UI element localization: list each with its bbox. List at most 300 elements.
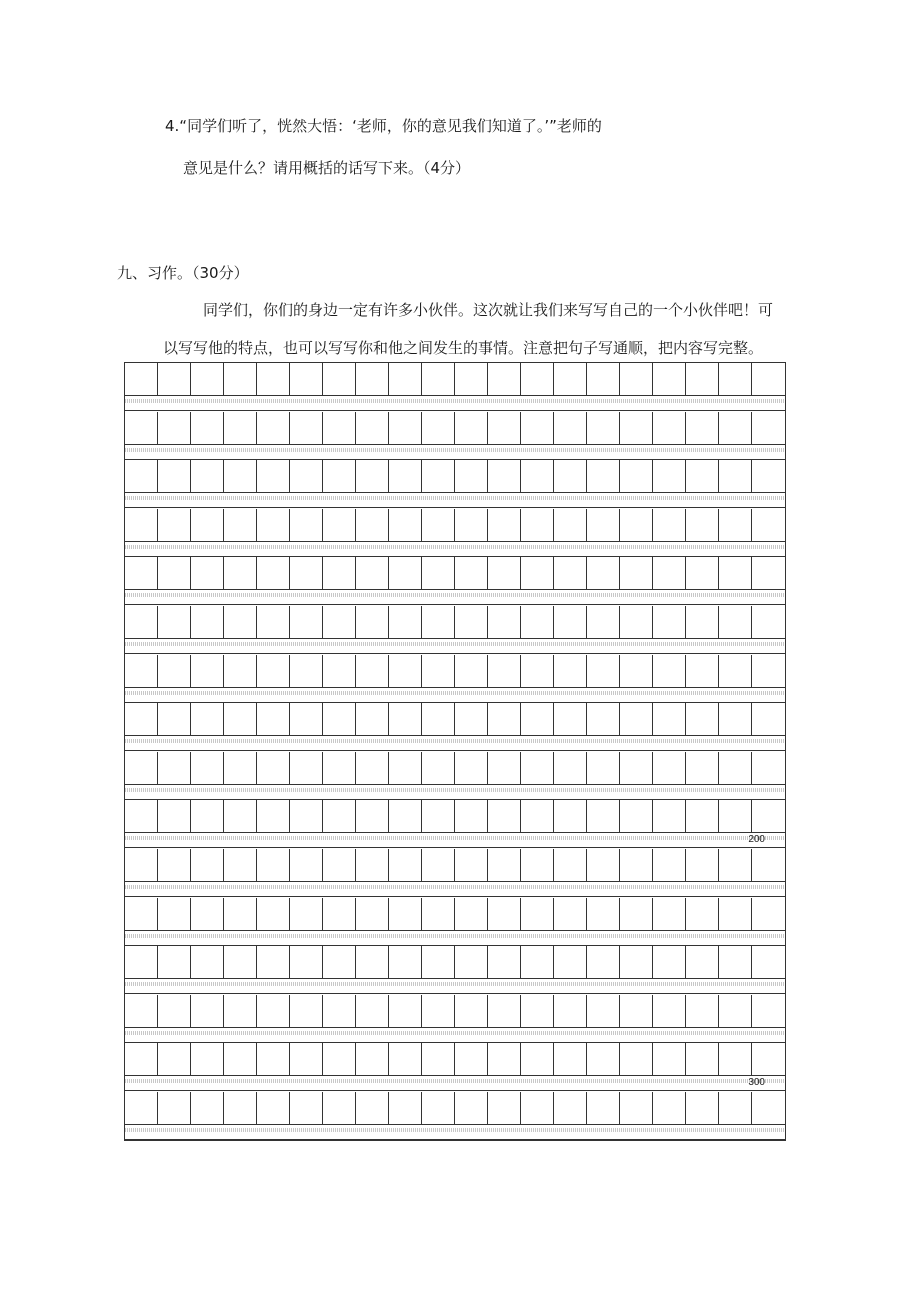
writing-cell[interactable] xyxy=(125,1043,158,1076)
writing-cell[interactable] xyxy=(389,1092,422,1125)
writing-cell[interactable] xyxy=(356,1092,389,1125)
writing-cell[interactable] xyxy=(389,655,422,688)
writing-cell[interactable] xyxy=(587,800,620,833)
writing-cell[interactable] xyxy=(422,1092,455,1125)
writing-cell[interactable] xyxy=(257,1092,290,1125)
writing-cell[interactable] xyxy=(587,1043,620,1076)
writing-cell[interactable] xyxy=(455,1043,488,1076)
writing-cell[interactable] xyxy=(554,752,587,785)
writing-cell[interactable] xyxy=(125,849,158,882)
writing-cell[interactable] xyxy=(356,946,389,979)
writing-cell[interactable] xyxy=(620,655,653,688)
writing-cell[interactable] xyxy=(752,898,785,931)
writing-cell[interactable] xyxy=(191,995,224,1028)
writing-cell[interactable] xyxy=(356,460,389,493)
writing-cell[interactable] xyxy=(653,606,686,639)
writing-cell[interactable] xyxy=(290,606,323,639)
writing-cell[interactable] xyxy=(356,703,389,736)
writing-cell[interactable] xyxy=(686,995,719,1028)
writing-cell[interactable] xyxy=(587,898,620,931)
writing-cell[interactable] xyxy=(686,800,719,833)
writing-cell[interactable] xyxy=(257,412,290,445)
writing-cell[interactable] xyxy=(653,1043,686,1076)
writing-cell[interactable] xyxy=(323,1043,356,1076)
writing-cell[interactable] xyxy=(488,1043,521,1076)
writing-cell[interactable] xyxy=(191,606,224,639)
writing-cell[interactable] xyxy=(356,849,389,882)
writing-cell[interactable] xyxy=(488,703,521,736)
writing-cell[interactable] xyxy=(719,655,752,688)
writing-cell[interactable] xyxy=(488,363,521,396)
writing-cell[interactable] xyxy=(653,412,686,445)
writing-cell[interactable] xyxy=(521,800,554,833)
writing-cell[interactable] xyxy=(752,946,785,979)
writing-cell[interactable] xyxy=(422,460,455,493)
writing-cell[interactable] xyxy=(488,800,521,833)
writing-cell[interactable] xyxy=(224,509,257,542)
writing-cell[interactable] xyxy=(158,460,191,493)
writing-cell[interactable] xyxy=(488,557,521,590)
writing-cell[interactable] xyxy=(455,703,488,736)
writing-cell[interactable] xyxy=(752,1043,785,1076)
writing-cell[interactable] xyxy=(257,655,290,688)
writing-cell[interactable] xyxy=(356,898,389,931)
writing-cell[interactable] xyxy=(191,509,224,542)
writing-cell[interactable] xyxy=(191,460,224,493)
writing-cell[interactable] xyxy=(158,412,191,445)
writing-cell[interactable] xyxy=(389,995,422,1028)
writing-cell[interactable] xyxy=(125,800,158,833)
writing-cell[interactable] xyxy=(488,752,521,785)
writing-cell[interactable] xyxy=(455,509,488,542)
writing-cell[interactable] xyxy=(521,557,554,590)
writing-cell[interactable] xyxy=(422,509,455,542)
writing-cell[interactable] xyxy=(521,509,554,542)
writing-cell[interactable] xyxy=(587,460,620,493)
writing-cell[interactable] xyxy=(290,655,323,688)
writing-cell[interactable] xyxy=(356,655,389,688)
writing-cell[interactable] xyxy=(620,509,653,542)
writing-cell[interactable] xyxy=(323,1092,356,1125)
writing-cell[interactable] xyxy=(257,703,290,736)
writing-cell[interactable] xyxy=(389,606,422,639)
writing-cell[interactable] xyxy=(389,946,422,979)
writing-cell[interactable] xyxy=(455,995,488,1028)
writing-cell[interactable] xyxy=(554,1043,587,1076)
writing-cell[interactable] xyxy=(422,703,455,736)
writing-cell[interactable] xyxy=(257,898,290,931)
writing-cell[interactable] xyxy=(158,752,191,785)
writing-cell[interactable] xyxy=(455,898,488,931)
writing-cell[interactable] xyxy=(158,800,191,833)
writing-cell[interactable] xyxy=(686,1043,719,1076)
writing-cell[interactable] xyxy=(125,412,158,445)
writing-cell[interactable] xyxy=(224,995,257,1028)
writing-cell[interactable] xyxy=(290,752,323,785)
writing-cell[interactable] xyxy=(554,1092,587,1125)
writing-cell[interactable] xyxy=(653,800,686,833)
writing-cell[interactable] xyxy=(488,412,521,445)
writing-cell[interactable] xyxy=(752,752,785,785)
writing-cell[interactable] xyxy=(224,1043,257,1076)
writing-cell[interactable] xyxy=(323,703,356,736)
writing-cell[interactable] xyxy=(290,509,323,542)
writing-cell[interactable] xyxy=(290,849,323,882)
writing-cell[interactable] xyxy=(323,995,356,1028)
writing-cell[interactable] xyxy=(191,752,224,785)
writing-cell[interactable] xyxy=(125,703,158,736)
writing-cell[interactable] xyxy=(620,800,653,833)
writing-cell[interactable] xyxy=(752,412,785,445)
writing-cell[interactable] xyxy=(290,800,323,833)
writing-cell[interactable] xyxy=(422,946,455,979)
writing-cell[interactable] xyxy=(224,898,257,931)
writing-cell[interactable] xyxy=(521,995,554,1028)
writing-cell[interactable] xyxy=(158,946,191,979)
writing-cell[interactable] xyxy=(290,1043,323,1076)
writing-cell[interactable] xyxy=(752,995,785,1028)
writing-cell[interactable] xyxy=(356,800,389,833)
writing-cell[interactable] xyxy=(323,655,356,688)
writing-cell[interactable] xyxy=(455,752,488,785)
writing-cell[interactable] xyxy=(686,752,719,785)
writing-cell[interactable] xyxy=(488,655,521,688)
writing-cell[interactable] xyxy=(422,557,455,590)
writing-cell[interactable] xyxy=(752,460,785,493)
writing-cell[interactable] xyxy=(554,509,587,542)
writing-cell[interactable] xyxy=(455,557,488,590)
writing-cell[interactable] xyxy=(290,946,323,979)
writing-cell[interactable] xyxy=(620,363,653,396)
writing-cell[interactable] xyxy=(389,752,422,785)
writing-cell[interactable] xyxy=(125,655,158,688)
writing-cell[interactable] xyxy=(290,703,323,736)
writing-cell[interactable] xyxy=(257,509,290,542)
writing-cell[interactable] xyxy=(653,946,686,979)
writing-cell[interactable] xyxy=(158,509,191,542)
writing-cell[interactable] xyxy=(191,946,224,979)
writing-cell[interactable] xyxy=(191,1092,224,1125)
writing-cell[interactable] xyxy=(158,363,191,396)
writing-cell[interactable] xyxy=(554,412,587,445)
writing-cell[interactable] xyxy=(752,849,785,882)
writing-cell[interactable] xyxy=(686,946,719,979)
writing-cell[interactable] xyxy=(290,995,323,1028)
writing-cell[interactable] xyxy=(224,946,257,979)
writing-cell[interactable] xyxy=(620,898,653,931)
writing-cell[interactable] xyxy=(125,752,158,785)
writing-cell[interactable] xyxy=(125,1092,158,1125)
writing-cell[interactable] xyxy=(488,995,521,1028)
writing-cell[interactable] xyxy=(719,363,752,396)
writing-cell[interactable] xyxy=(686,509,719,542)
writing-cell[interactable] xyxy=(752,1092,785,1125)
writing-cell[interactable] xyxy=(488,606,521,639)
writing-cell[interactable] xyxy=(719,460,752,493)
writing-cell[interactable] xyxy=(257,849,290,882)
writing-cell[interactable] xyxy=(686,460,719,493)
writing-cell[interactable] xyxy=(389,509,422,542)
writing-cell[interactable] xyxy=(620,995,653,1028)
writing-cell[interactable] xyxy=(356,1043,389,1076)
writing-cell[interactable] xyxy=(125,898,158,931)
writing-cell[interactable] xyxy=(719,752,752,785)
writing-cell[interactable] xyxy=(323,606,356,639)
writing-cell[interactable] xyxy=(686,849,719,882)
writing-cell[interactable] xyxy=(521,412,554,445)
writing-cell[interactable] xyxy=(653,363,686,396)
writing-cell[interactable] xyxy=(653,655,686,688)
writing-cell[interactable] xyxy=(719,800,752,833)
writing-cell[interactable] xyxy=(554,703,587,736)
writing-cell[interactable] xyxy=(356,606,389,639)
writing-cell[interactable] xyxy=(158,1092,191,1125)
writing-cell[interactable] xyxy=(323,946,356,979)
writing-cell[interactable] xyxy=(554,655,587,688)
writing-cell[interactable] xyxy=(653,849,686,882)
writing-cell[interactable] xyxy=(653,509,686,542)
writing-cell[interactable] xyxy=(521,460,554,493)
writing-cell[interactable] xyxy=(455,1092,488,1125)
writing-cell[interactable] xyxy=(620,460,653,493)
writing-cell[interactable] xyxy=(290,363,323,396)
writing-cell[interactable] xyxy=(587,995,620,1028)
writing-cell[interactable] xyxy=(488,1092,521,1125)
writing-cell[interactable] xyxy=(158,995,191,1028)
writing-cell[interactable] xyxy=(224,606,257,639)
writing-cell[interactable] xyxy=(389,1043,422,1076)
writing-cell[interactable] xyxy=(719,557,752,590)
writing-cell[interactable] xyxy=(422,412,455,445)
writing-cell[interactable] xyxy=(389,703,422,736)
writing-cell[interactable] xyxy=(752,800,785,833)
writing-cell[interactable] xyxy=(620,1043,653,1076)
writing-cell[interactable] xyxy=(224,752,257,785)
writing-cell[interactable] xyxy=(158,849,191,882)
writing-cell[interactable] xyxy=(323,412,356,445)
writing-cell[interactable] xyxy=(620,557,653,590)
writing-cell[interactable] xyxy=(719,412,752,445)
writing-cell[interactable] xyxy=(587,509,620,542)
writing-cell[interactable] xyxy=(653,1092,686,1125)
writing-cell[interactable] xyxy=(191,703,224,736)
writing-cell[interactable] xyxy=(356,509,389,542)
writing-cell[interactable] xyxy=(587,752,620,785)
writing-cell[interactable] xyxy=(422,995,455,1028)
writing-cell[interactable] xyxy=(191,800,224,833)
writing-cell[interactable] xyxy=(191,1043,224,1076)
writing-cell[interactable] xyxy=(323,898,356,931)
writing-cell[interactable] xyxy=(719,946,752,979)
writing-cell[interactable] xyxy=(290,460,323,493)
writing-cell[interactable] xyxy=(323,557,356,590)
writing-cell[interactable] xyxy=(752,509,785,542)
writing-cell[interactable] xyxy=(587,557,620,590)
writing-cell[interactable] xyxy=(389,412,422,445)
writing-cell[interactable] xyxy=(389,800,422,833)
writing-cell[interactable] xyxy=(356,363,389,396)
writing-cell[interactable] xyxy=(488,460,521,493)
writing-cell[interactable] xyxy=(125,606,158,639)
writing-cell[interactable] xyxy=(521,606,554,639)
writing-cell[interactable] xyxy=(224,412,257,445)
writing-cell[interactable] xyxy=(620,703,653,736)
writing-cell[interactable] xyxy=(158,655,191,688)
writing-cell[interactable] xyxy=(653,703,686,736)
writing-cell[interactable] xyxy=(620,946,653,979)
writing-cell[interactable] xyxy=(554,898,587,931)
writing-cell[interactable] xyxy=(257,460,290,493)
writing-cell[interactable] xyxy=(653,995,686,1028)
writing-cell[interactable] xyxy=(224,800,257,833)
writing-cell[interactable] xyxy=(521,898,554,931)
writing-cell[interactable] xyxy=(686,363,719,396)
writing-cell[interactable] xyxy=(125,995,158,1028)
writing-cell[interactable] xyxy=(554,363,587,396)
writing-cell[interactable] xyxy=(653,752,686,785)
writing-cell[interactable] xyxy=(455,606,488,639)
writing-cell[interactable] xyxy=(422,849,455,882)
writing-cell[interactable] xyxy=(488,898,521,931)
writing-cell[interactable] xyxy=(224,363,257,396)
writing-cell[interactable] xyxy=(257,752,290,785)
writing-cell[interactable] xyxy=(686,655,719,688)
writing-cell[interactable] xyxy=(125,557,158,590)
writing-cell[interactable] xyxy=(620,412,653,445)
writing-cell[interactable] xyxy=(587,606,620,639)
writing-cell[interactable] xyxy=(422,1043,455,1076)
writing-cell[interactable] xyxy=(686,606,719,639)
writing-cell[interactable] xyxy=(191,898,224,931)
writing-cell[interactable] xyxy=(455,460,488,493)
writing-cell[interactable] xyxy=(653,898,686,931)
writing-cell[interactable] xyxy=(323,460,356,493)
writing-cell[interactable] xyxy=(257,995,290,1028)
writing-cell[interactable] xyxy=(257,557,290,590)
writing-cell[interactable] xyxy=(620,849,653,882)
writing-cell[interactable] xyxy=(224,655,257,688)
writing-cell[interactable] xyxy=(290,1092,323,1125)
writing-cell[interactable] xyxy=(389,363,422,396)
writing-cell[interactable] xyxy=(356,557,389,590)
writing-cell[interactable] xyxy=(356,752,389,785)
writing-cell[interactable] xyxy=(455,849,488,882)
writing-cell[interactable] xyxy=(719,703,752,736)
writing-cell[interactable] xyxy=(158,557,191,590)
writing-cell[interactable] xyxy=(587,849,620,882)
writing-cell[interactable] xyxy=(455,655,488,688)
writing-cell[interactable] xyxy=(125,363,158,396)
writing-cell[interactable] xyxy=(158,606,191,639)
writing-cell[interactable] xyxy=(488,509,521,542)
writing-cell[interactable] xyxy=(587,703,620,736)
writing-cell[interactable] xyxy=(323,800,356,833)
writing-cell[interactable] xyxy=(125,946,158,979)
writing-cell[interactable] xyxy=(752,655,785,688)
writing-cell[interactable] xyxy=(719,1043,752,1076)
writing-cell[interactable] xyxy=(125,460,158,493)
writing-cell[interactable] xyxy=(224,849,257,882)
writing-cell[interactable] xyxy=(686,898,719,931)
writing-cell[interactable] xyxy=(389,898,422,931)
writing-cell[interactable] xyxy=(257,363,290,396)
writing-cell[interactable] xyxy=(719,509,752,542)
writing-cell[interactable] xyxy=(752,557,785,590)
writing-cell[interactable] xyxy=(455,800,488,833)
writing-cell[interactable] xyxy=(719,606,752,639)
writing-cell[interactable] xyxy=(521,1092,554,1125)
writing-cell[interactable] xyxy=(389,460,422,493)
writing-cell[interactable] xyxy=(389,557,422,590)
writing-cell[interactable] xyxy=(191,655,224,688)
writing-cell[interactable] xyxy=(389,849,422,882)
writing-cell[interactable] xyxy=(224,1092,257,1125)
writing-cell[interactable] xyxy=(554,946,587,979)
writing-cell[interactable] xyxy=(521,946,554,979)
writing-cell[interactable] xyxy=(224,703,257,736)
writing-cell[interactable] xyxy=(422,606,455,639)
writing-cell[interactable] xyxy=(587,363,620,396)
writing-cell[interactable] xyxy=(422,363,455,396)
writing-cell[interactable] xyxy=(191,849,224,882)
writing-cell[interactable] xyxy=(686,1092,719,1125)
writing-cell[interactable] xyxy=(224,557,257,590)
writing-cell[interactable] xyxy=(290,412,323,445)
writing-cell[interactable] xyxy=(323,849,356,882)
writing-cell[interactable] xyxy=(620,606,653,639)
writing-cell[interactable] xyxy=(257,946,290,979)
writing-cell[interactable] xyxy=(587,1092,620,1125)
writing-cell[interactable] xyxy=(191,557,224,590)
writing-cell[interactable] xyxy=(323,752,356,785)
writing-cell[interactable] xyxy=(554,557,587,590)
writing-cell[interactable] xyxy=(554,460,587,493)
writing-cell[interactable] xyxy=(554,800,587,833)
writing-cell[interactable] xyxy=(719,898,752,931)
writing-cell[interactable] xyxy=(422,898,455,931)
writing-cell[interactable] xyxy=(455,412,488,445)
writing-cell[interactable] xyxy=(554,606,587,639)
writing-cell[interactable] xyxy=(257,800,290,833)
writing-cell[interactable] xyxy=(521,752,554,785)
writing-cell[interactable] xyxy=(653,460,686,493)
writing-cell[interactable] xyxy=(554,995,587,1028)
writing-cell[interactable] xyxy=(356,995,389,1028)
writing-cell[interactable] xyxy=(455,363,488,396)
writing-cell[interactable] xyxy=(653,557,686,590)
writing-cell[interactable] xyxy=(620,752,653,785)
writing-cell[interactable] xyxy=(521,1043,554,1076)
writing-cell[interactable] xyxy=(257,1043,290,1076)
writing-cell[interactable] xyxy=(158,703,191,736)
writing-cell[interactable] xyxy=(323,509,356,542)
writing-cell[interactable] xyxy=(686,557,719,590)
writing-cell[interactable] xyxy=(719,849,752,882)
writing-cell[interactable] xyxy=(719,1092,752,1125)
writing-cell[interactable] xyxy=(158,898,191,931)
writing-cell[interactable] xyxy=(521,363,554,396)
writing-cell[interactable] xyxy=(422,655,455,688)
writing-cell[interactable] xyxy=(686,412,719,445)
writing-cell[interactable] xyxy=(455,946,488,979)
writing-cell[interactable] xyxy=(323,363,356,396)
composition-writing-grid[interactable] xyxy=(124,362,786,1141)
writing-cell[interactable] xyxy=(620,1092,653,1125)
writing-cell[interactable] xyxy=(125,509,158,542)
writing-cell[interactable] xyxy=(224,460,257,493)
writing-cell[interactable] xyxy=(488,946,521,979)
writing-cell[interactable] xyxy=(290,557,323,590)
